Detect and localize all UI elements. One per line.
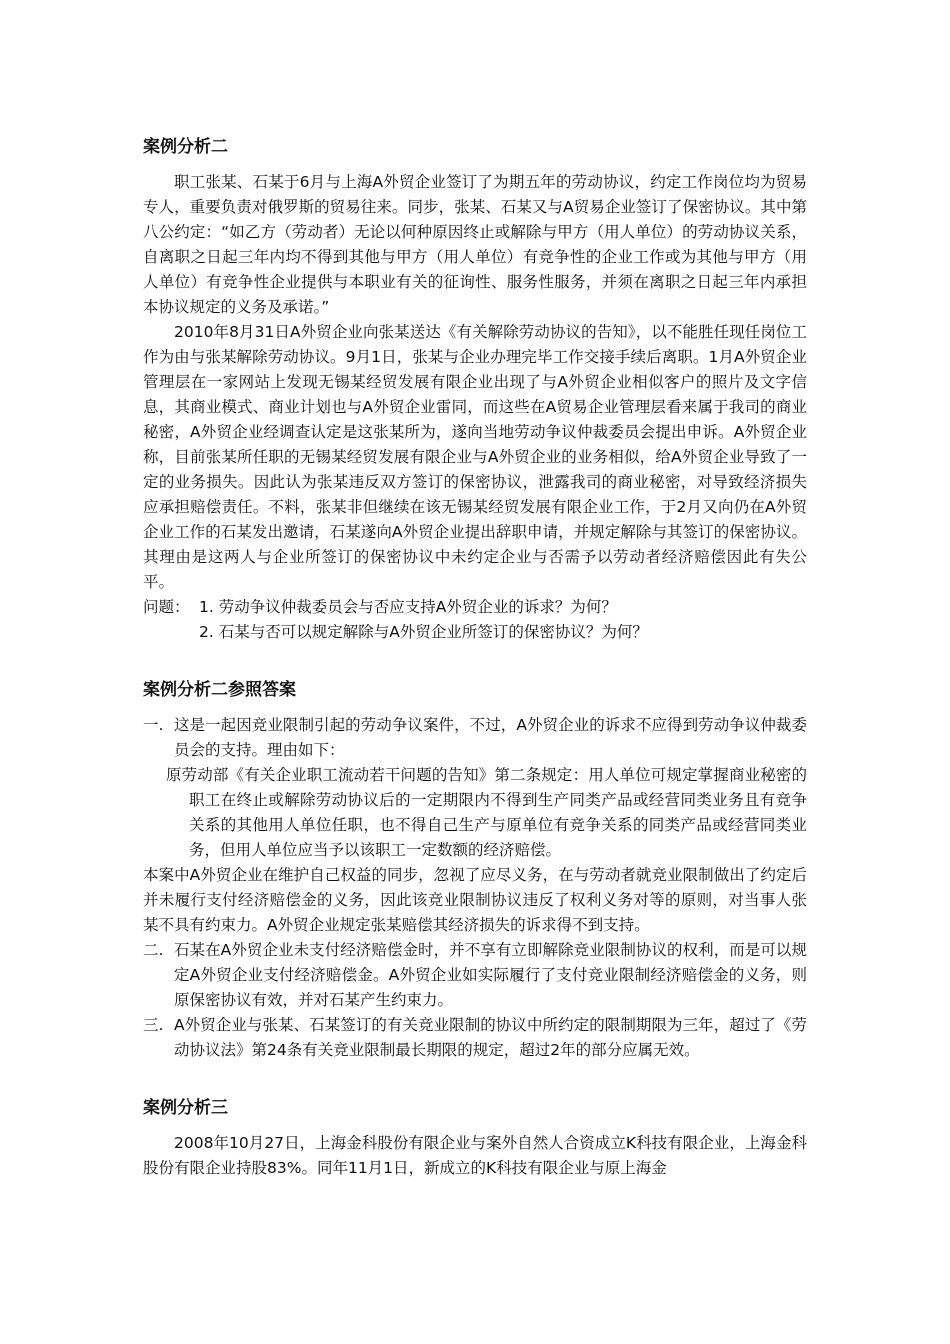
section-title-case-2-answer: 案例分析二参照答案 bbox=[143, 680, 296, 700]
answer-item-2-number: 二. bbox=[143, 941, 164, 959]
question-label: 问题： bbox=[143, 598, 190, 616]
section-title-case-2: 案例分析二 bbox=[143, 137, 228, 157]
answer-item-3-text: A外贸企业与张某、石某签订的有关竞业限制的协议中所约定的限制期限为三年，超过了《劳动协议法》第24条有关竞业限制最长期限的规定，超过2年的部分应属无效。 bbox=[174, 1016, 807, 1059]
answer-item-1 bbox=[143, 713, 807, 763]
answer-item-2-text: 石某在A外贸企业未支付经济赔偿金时，并不享有立即解除竞业限制协议的权利，而是可以规定A外贸企业支付经济赔偿金。A外贸企业如实际履行了支付竞业限制经济赔偿金的义务，则原保密协议有效，并对石某产生约束力。 bbox=[174, 941, 807, 1009]
case-2-paragraph-2: 2010年8月31日A外贸企业向张某送达《有关解除劳动协议的告知》，以不能胜任现任岗位工作为由与张某解除劳动协议。9月1日，张某与企业办理完毕工作交接手续后离职。1月A外贸企业管理层在一家网站上发现无锡某经贸发展有限企业出现了与A外贸企业相似客户的照片及文字信息，其商业模式、商业计划也与A外贸企业雷同，而这些在A贸易企业管理层看来属于我司的商业秘密，A外贸企业经调查认定是这张某所为，遂向当地劳动争议仲裁委员会提出申诉。A外贸企业称，目前张某所任职的无锡某经贸发展有限企业与A外贸企业的业务相似，给A外贸企业导致了一定的业务损失。因此认为张某违反双方签订的保密协议，泄露我司的商业秘密，对导致经济损失应承担赔偿责任。不料，张某非但继续在该无锡某经贸发展有限企业工作，于2月又向仍在A外贸企业工作的石某发出邀请，石某遂向A外贸企业提出辞职申请，并规定解除与其签订的保密协议。其理由是这两人与企业所签订的保密协议中未约定企业与否需予以劳动者经济赔偿因此有失公平。 bbox=[143, 323, 807, 591]
case-3-paragraph-1: 2008年10月27日，上海金科股份有限企业与案外自然人合资成立K科技有限企业，上海金科股份有限企业持股83%。同年11月1日，新成立的K科技有限企业与原上海金 bbox=[143, 1134, 807, 1177]
answer-item-3-number: 三. bbox=[143, 1016, 164, 1034]
question-1: 1. 劳动争议仲裁委员会与否应支持A外贸企业的诉求？为何？ bbox=[199, 598, 617, 616]
question-2: 2. 石某与否可以规定解除与A外贸企业所签订的保密协议？为何？ bbox=[199, 623, 648, 641]
answer-item-3 bbox=[143, 1013, 807, 1063]
section-title-case-3: 案例分析三 bbox=[143, 1098, 228, 1118]
case-2-paragraph-1: 职工张某、石某于6月与上海A外贸企业签订了为期五年的劳动协议，约定工作岗位均为贸易专人，重要负责对俄罗斯的贸易往来。同步，张某、石某又与A贸易企业签订了保密协议。其中第八公约定：“如乙方（劳动者）无论以何种原因终止或解除与甲方（用人单位）的劳动协议关系，自离职之日起三年内均不得到其他与甲方（用人单位）有竞争性的企业工作或为其他与甲方（用人单位）有竞争性企业提供与本职业有关的征询性、服务性服务，并须在离职之日起三年内承担本协议规定的义务及承诺。” bbox=[143, 173, 807, 316]
answer-item-1-number: 一. bbox=[143, 716, 164, 734]
answer-item-1-quote: 原劳动部《有关企业职工流动若干问题的告知》第二条规定：用人单位可规定掌握商业秘密的职工在终止或解除劳动协议后的一定期限内不得到生产同类产品或经营同类业务且有竞争关系的其他用人单位任职，也不得自己生产与原单位有竞争关系的同类产品或经营同类业务，但用人单位应当予以该职工一定数额的经济赔偿。 bbox=[166, 766, 807, 859]
answer-item-1-text: 这是一起因竞业限制引起的劳动争议案件，不过，A外贸企业的诉求不应得到劳动争议仲裁委员会的支持。理由如下： bbox=[174, 716, 807, 759]
answer-item-2 bbox=[143, 938, 807, 1013]
question-row-1 bbox=[143, 595, 807, 620]
answer-item-1-analysis: 本案中A外贸企业在维护自己权益的同步，忽视了应尽义务，在与劳动者就竞业限制做出了约定后并未履行支付经济赔偿金的义务，因此该竞业限制协议违反了权利义务对等的原则，对当事人张某不具有约束力。A外贸企业规定张某赔偿其经济损失的诉求得不到支持。 bbox=[143, 866, 807, 934]
